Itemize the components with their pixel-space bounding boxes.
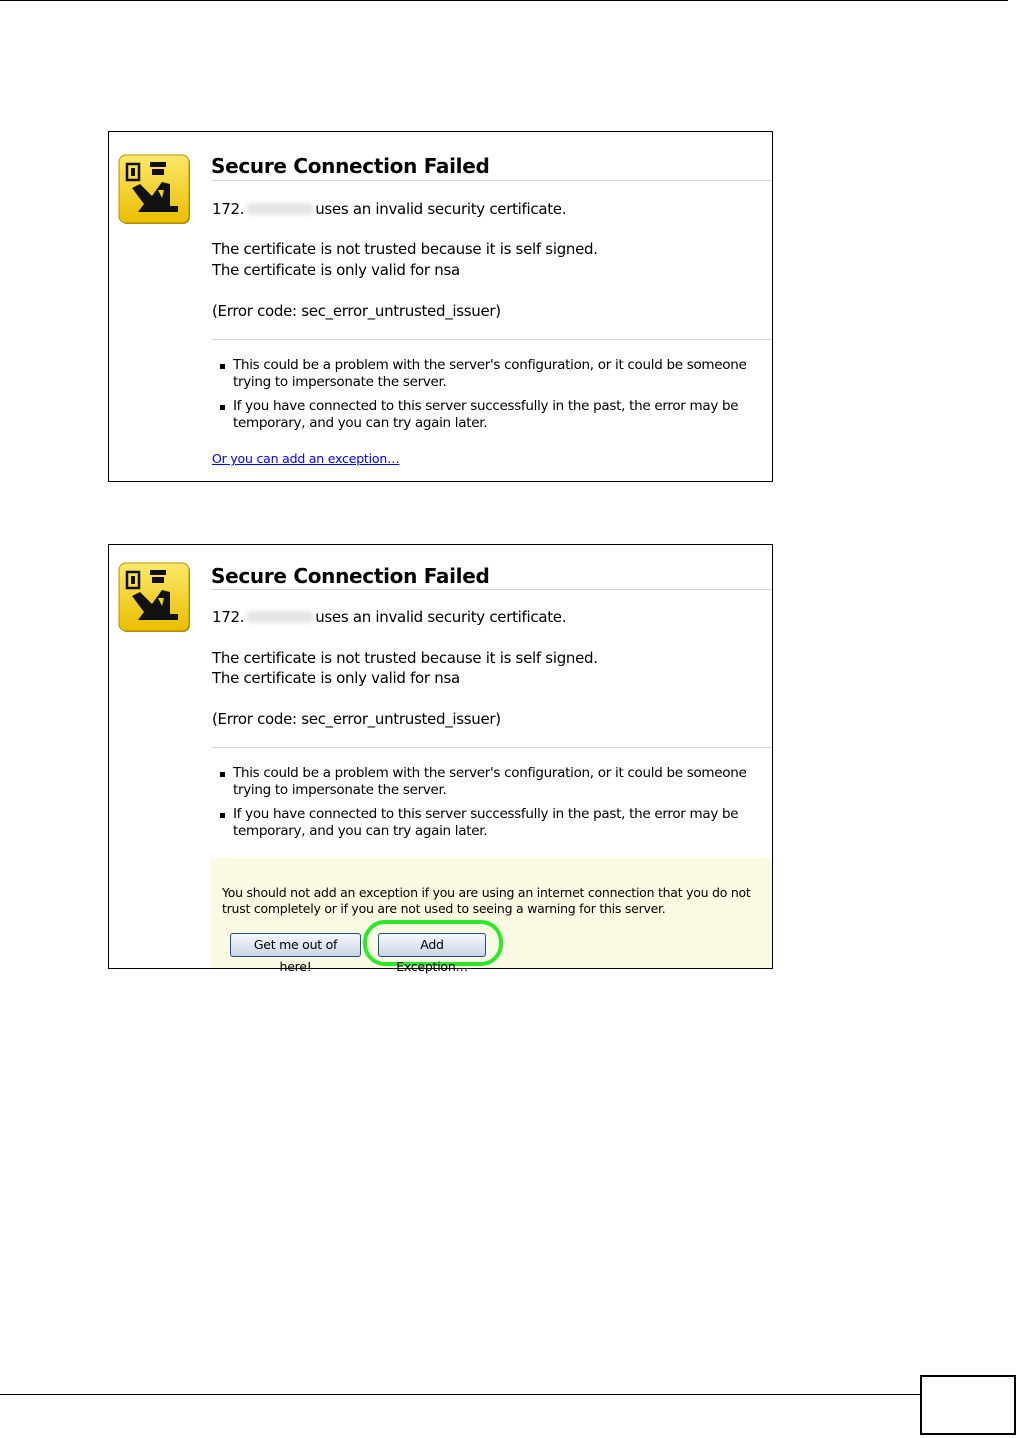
list-item: This could be a problem with the server's configuration, or it could be someone trying to impersonate the server.	[219, 357, 764, 391]
add-exception-button[interactable]: Add Exception…	[378, 933, 486, 957]
host-message: uses an invalid security certificate.	[315, 200, 567, 218]
error-content	[211, 545, 772, 974]
add-exception-link[interactable]: Or you can add an exception…	[212, 451, 400, 466]
exception-warning-text: You should not add an exception if you are using an internet connection that you do not trust completely or if you are not used to seeing a warning for this server.	[222, 885, 751, 916]
page-title: Secure Connection Failed	[211, 564, 490, 588]
advice-list	[219, 357, 764, 439]
page-title: Secure Connection Failed	[211, 154, 490, 178]
host-prefix: 172.	[212, 200, 245, 218]
redacted-host	[247, 203, 313, 215]
list-item: If you have connected to this server successfully in the past, the error may be temporary, and you can try again later.	[219, 806, 764, 840]
error-code: (Error code: sec_error_untrusted_issuer)	[212, 710, 501, 728]
list-item: If you have connected to this server successfully in the past, the error may be temporary, and you can try again later.	[219, 398, 764, 432]
security-officer-icon	[118, 562, 192, 634]
redacted-host	[247, 611, 313, 623]
title-divider	[211, 180, 772, 181]
host-line	[212, 199, 566, 219]
host-line	[212, 607, 566, 627]
page-number-box	[920, 1375, 1016, 1435]
page-top-rule	[0, 0, 1008, 1]
host-prefix: 172.	[212, 608, 245, 626]
advice-list	[219, 765, 764, 847]
screenshot-error-page-expanded	[108, 544, 773, 974]
error-content	[211, 132, 772, 481]
error-code: (Error code: sec_error_untrusted_issuer)	[212, 302, 501, 320]
details-divider	[211, 747, 772, 748]
reason-valid-for: The certificate is only valid for nsa	[212, 669, 460, 687]
get-me-out-button[interactable]: Get me out of here!	[230, 933, 361, 957]
list-item: This could be a problem with the server's configuration, or it could be someone trying to impersonate the server.	[219, 765, 764, 799]
details-divider	[211, 339, 772, 340]
reason-self-signed: The certificate is not trusted because it is self signed.	[212, 240, 598, 258]
page-bottom-rule	[0, 1394, 920, 1395]
screenshot-error-page	[108, 131, 773, 482]
title-divider	[211, 589, 772, 590]
exception-warning-box	[211, 858, 772, 974]
reason-valid-for: The certificate is only valid for nsa	[212, 261, 460, 279]
security-officer-icon	[118, 154, 192, 226]
reason-self-signed: The certificate is not trusted because it is self signed.	[212, 649, 598, 667]
host-message: uses an invalid security certificate.	[315, 608, 567, 626]
